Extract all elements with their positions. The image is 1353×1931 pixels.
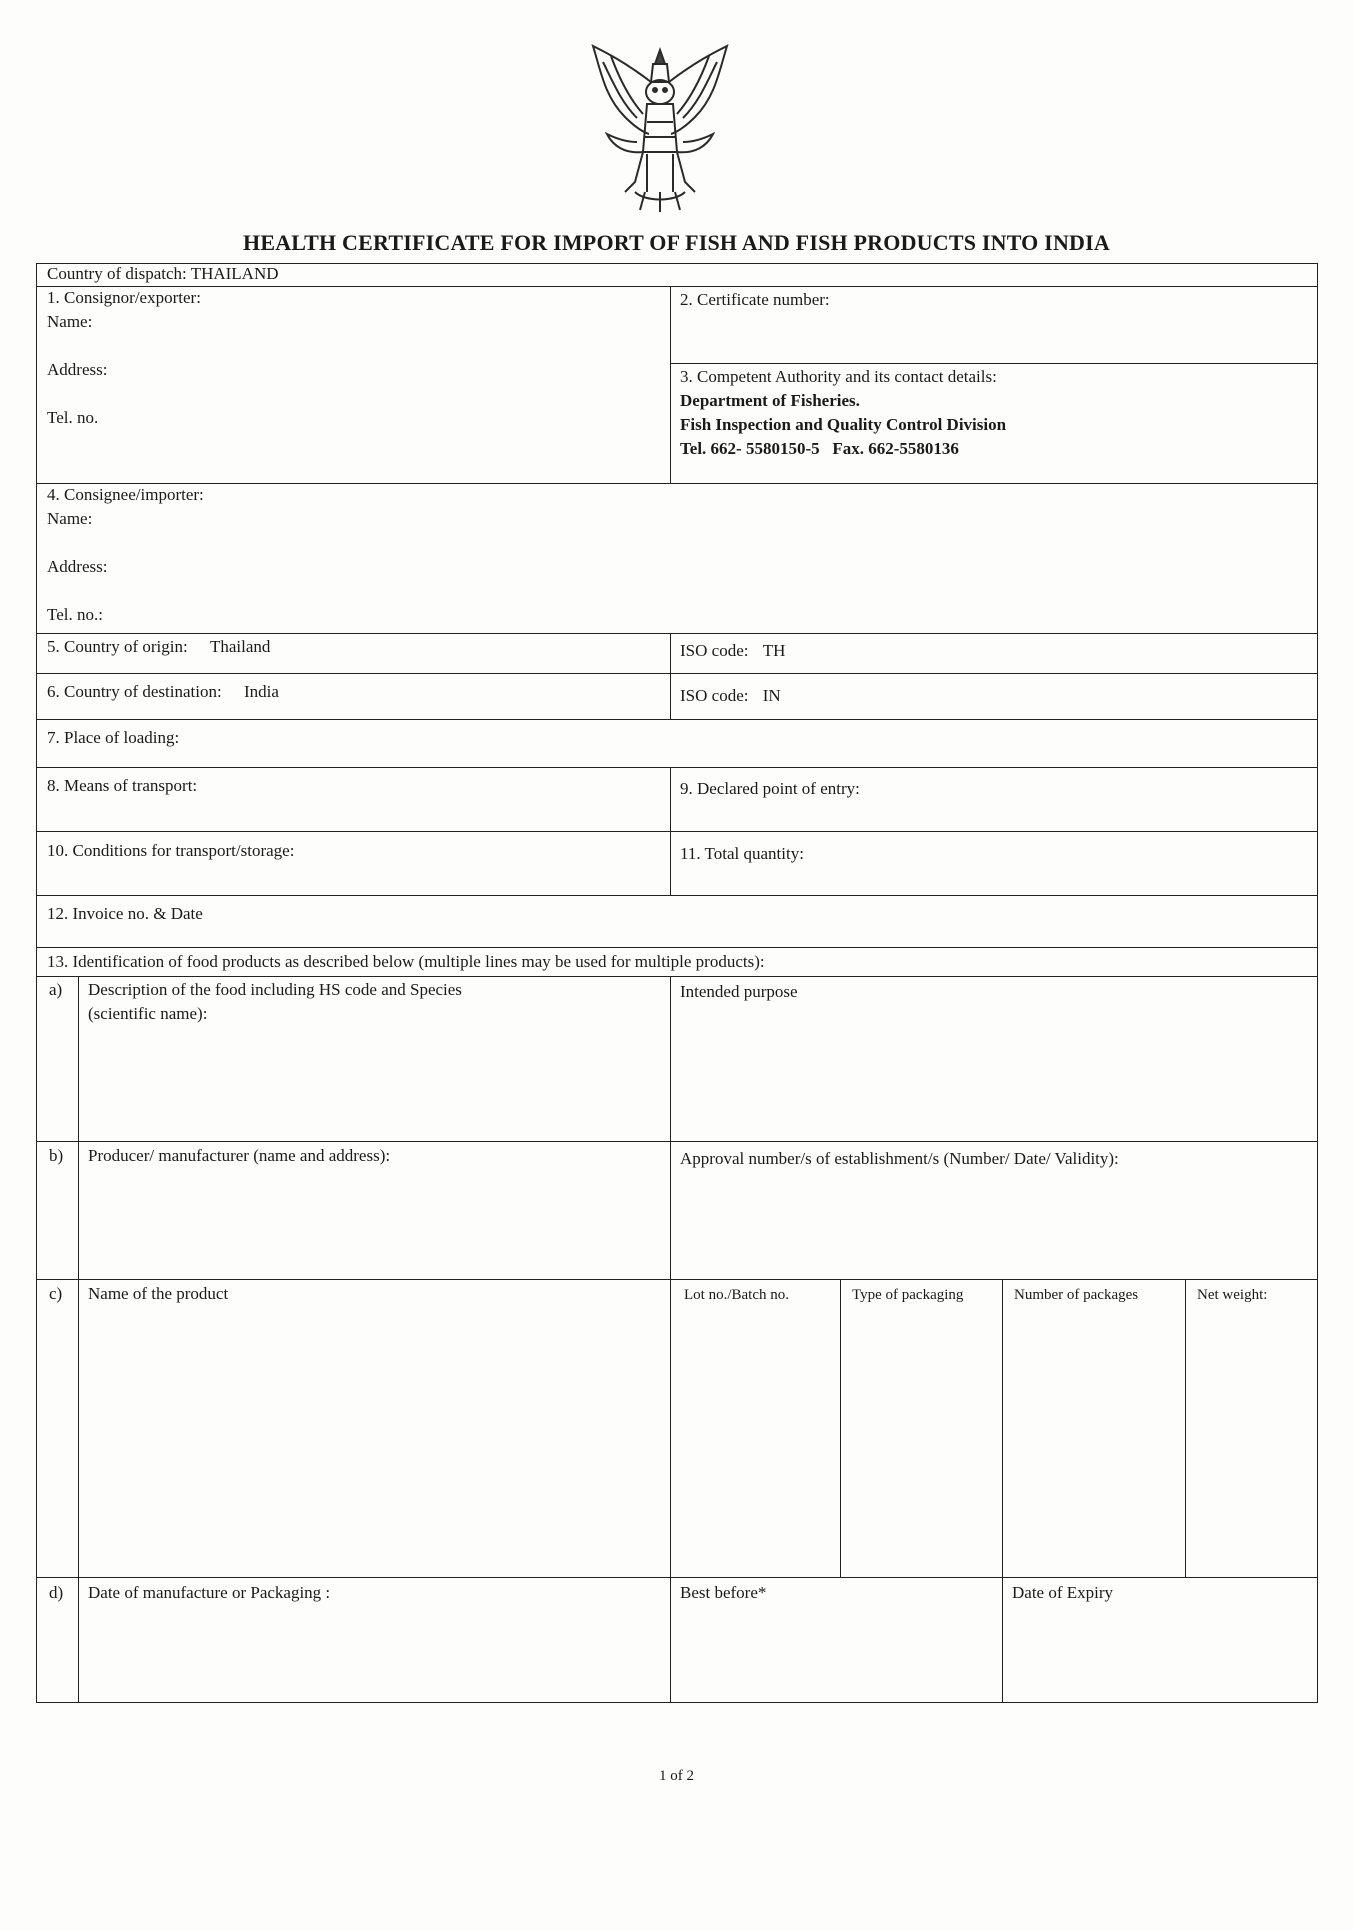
origin-iso-field	[670, 639, 795, 663]
divider	[37, 947, 1317, 948]
page-number: 1 of 2	[659, 1768, 694, 1784]
packaging-type-label: Type of packaging	[852, 1287, 964, 1303]
divider	[37, 1577, 1317, 1578]
destination-value: India	[243, 682, 279, 701]
row-d-letter: d)	[49, 1583, 64, 1602]
divider	[37, 831, 1317, 832]
invoice-label: 12. Invoice no. & Date	[47, 904, 203, 923]
divider	[37, 767, 1317, 768]
divider	[37, 1141, 1317, 1142]
authority-department: Department of Fisheries.	[680, 391, 860, 410]
consignor-address-label: Address:	[47, 360, 108, 379]
food-description-field	[78, 978, 670, 1026]
consignor-section	[37, 286, 670, 430]
dispatch-country: Country of dispatch: THAILAND	[47, 264, 279, 283]
certificate-form	[36, 263, 1318, 1703]
product-name-label: Name of the product	[88, 1284, 229, 1303]
authority-contact: Tel. 662- 5580150-5 Fax. 662-5580136	[680, 439, 959, 458]
consignee-name-label: Name:	[47, 509, 93, 528]
divider	[840, 1279, 841, 1577]
destination-field	[37, 680, 289, 704]
transport-conditions-label: 10. Conditions for transport/storage:	[47, 841, 295, 860]
row-a-letter: a)	[49, 980, 63, 999]
manufacture-date-label: Date of manufacture or Packaging :	[88, 1583, 331, 1602]
divider	[1185, 1279, 1186, 1577]
divider	[37, 895, 1317, 896]
total-quantity-label: 11. Total quantity:	[680, 844, 804, 863]
divider	[1002, 1279, 1003, 1703]
consignor-tel-label: Tel. no.	[47, 408, 99, 427]
origin-label: 5. Country of origin:	[47, 637, 188, 656]
consignee-section	[37, 483, 1317, 627]
divider	[37, 976, 1317, 977]
garuda-emblem-icon	[585, 42, 735, 217]
net-weight-label: Net weight:	[1197, 1287, 1268, 1303]
destination-label: 6. Country of destination:	[47, 682, 222, 701]
approval-number-label: Approval number/s of establishment/s (Number/ Date/ Validity):	[680, 1149, 1119, 1168]
authority-heading: 3. Competent Authority and its contact details:	[680, 367, 997, 386]
destination-iso-field	[670, 684, 791, 708]
consignor-heading: 1. Consignor/exporter:	[47, 288, 201, 307]
consignee-heading: 4. Consignee/importer:	[47, 485, 204, 504]
food-description-sublabel: (scientific name):	[88, 1004, 208, 1023]
expiry-date-label: Date of Expiry	[1012, 1583, 1114, 1602]
origin-iso-value: TH	[762, 641, 786, 660]
means-of-transport-label: 8. Means of transport:	[47, 776, 198, 795]
food-description-label: Description of the food including HS code and Species	[88, 980, 462, 999]
authority-division: Fish Inspection and Quality Control Division	[680, 415, 1007, 434]
destination-iso-label: ISO code:	[680, 686, 749, 705]
divider	[670, 363, 1317, 364]
authority-section	[670, 365, 1317, 461]
page-title: HEALTH CERTIFICATE FOR IMPORT OF FISH AND FISH PRODUCTS INTO INDIA	[243, 230, 1110, 255]
consignee-address-label: Address:	[47, 557, 108, 576]
lot-batch-label: Lot no./Batch no.	[684, 1287, 789, 1303]
divider	[37, 719, 1317, 720]
certificate-number-label: 2. Certificate number:	[680, 290, 830, 309]
origin-iso-label: ISO code:	[680, 641, 749, 660]
consignee-tel-label: Tel. no.:	[47, 605, 103, 624]
divider	[37, 633, 1317, 634]
divider	[37, 673, 1317, 674]
producer-label: Producer/ manufacturer (name and address):	[88, 1146, 391, 1165]
identification-label: 13. Identification of food products as described below (multiple lines may be used for multiple products):	[47, 952, 765, 971]
origin-value: Thailand	[209, 637, 271, 656]
destination-iso-value: IN	[762, 686, 781, 705]
best-before-label: Best before*	[680, 1583, 767, 1602]
package-count-label: Number of packages	[1014, 1287, 1139, 1303]
consignor-name-label: Name:	[47, 312, 93, 331]
origin-field	[37, 635, 280, 659]
place-of-loading-label: 7. Place of loading:	[47, 728, 180, 747]
row-c-letter: c)	[49, 1284, 63, 1303]
row-b-letter: b)	[49, 1146, 64, 1165]
point-of-entry-label: 9. Declared point of entry:	[680, 779, 860, 798]
divider	[37, 1279, 1317, 1280]
intended-purpose-label: Intended purpose	[680, 982, 798, 1001]
